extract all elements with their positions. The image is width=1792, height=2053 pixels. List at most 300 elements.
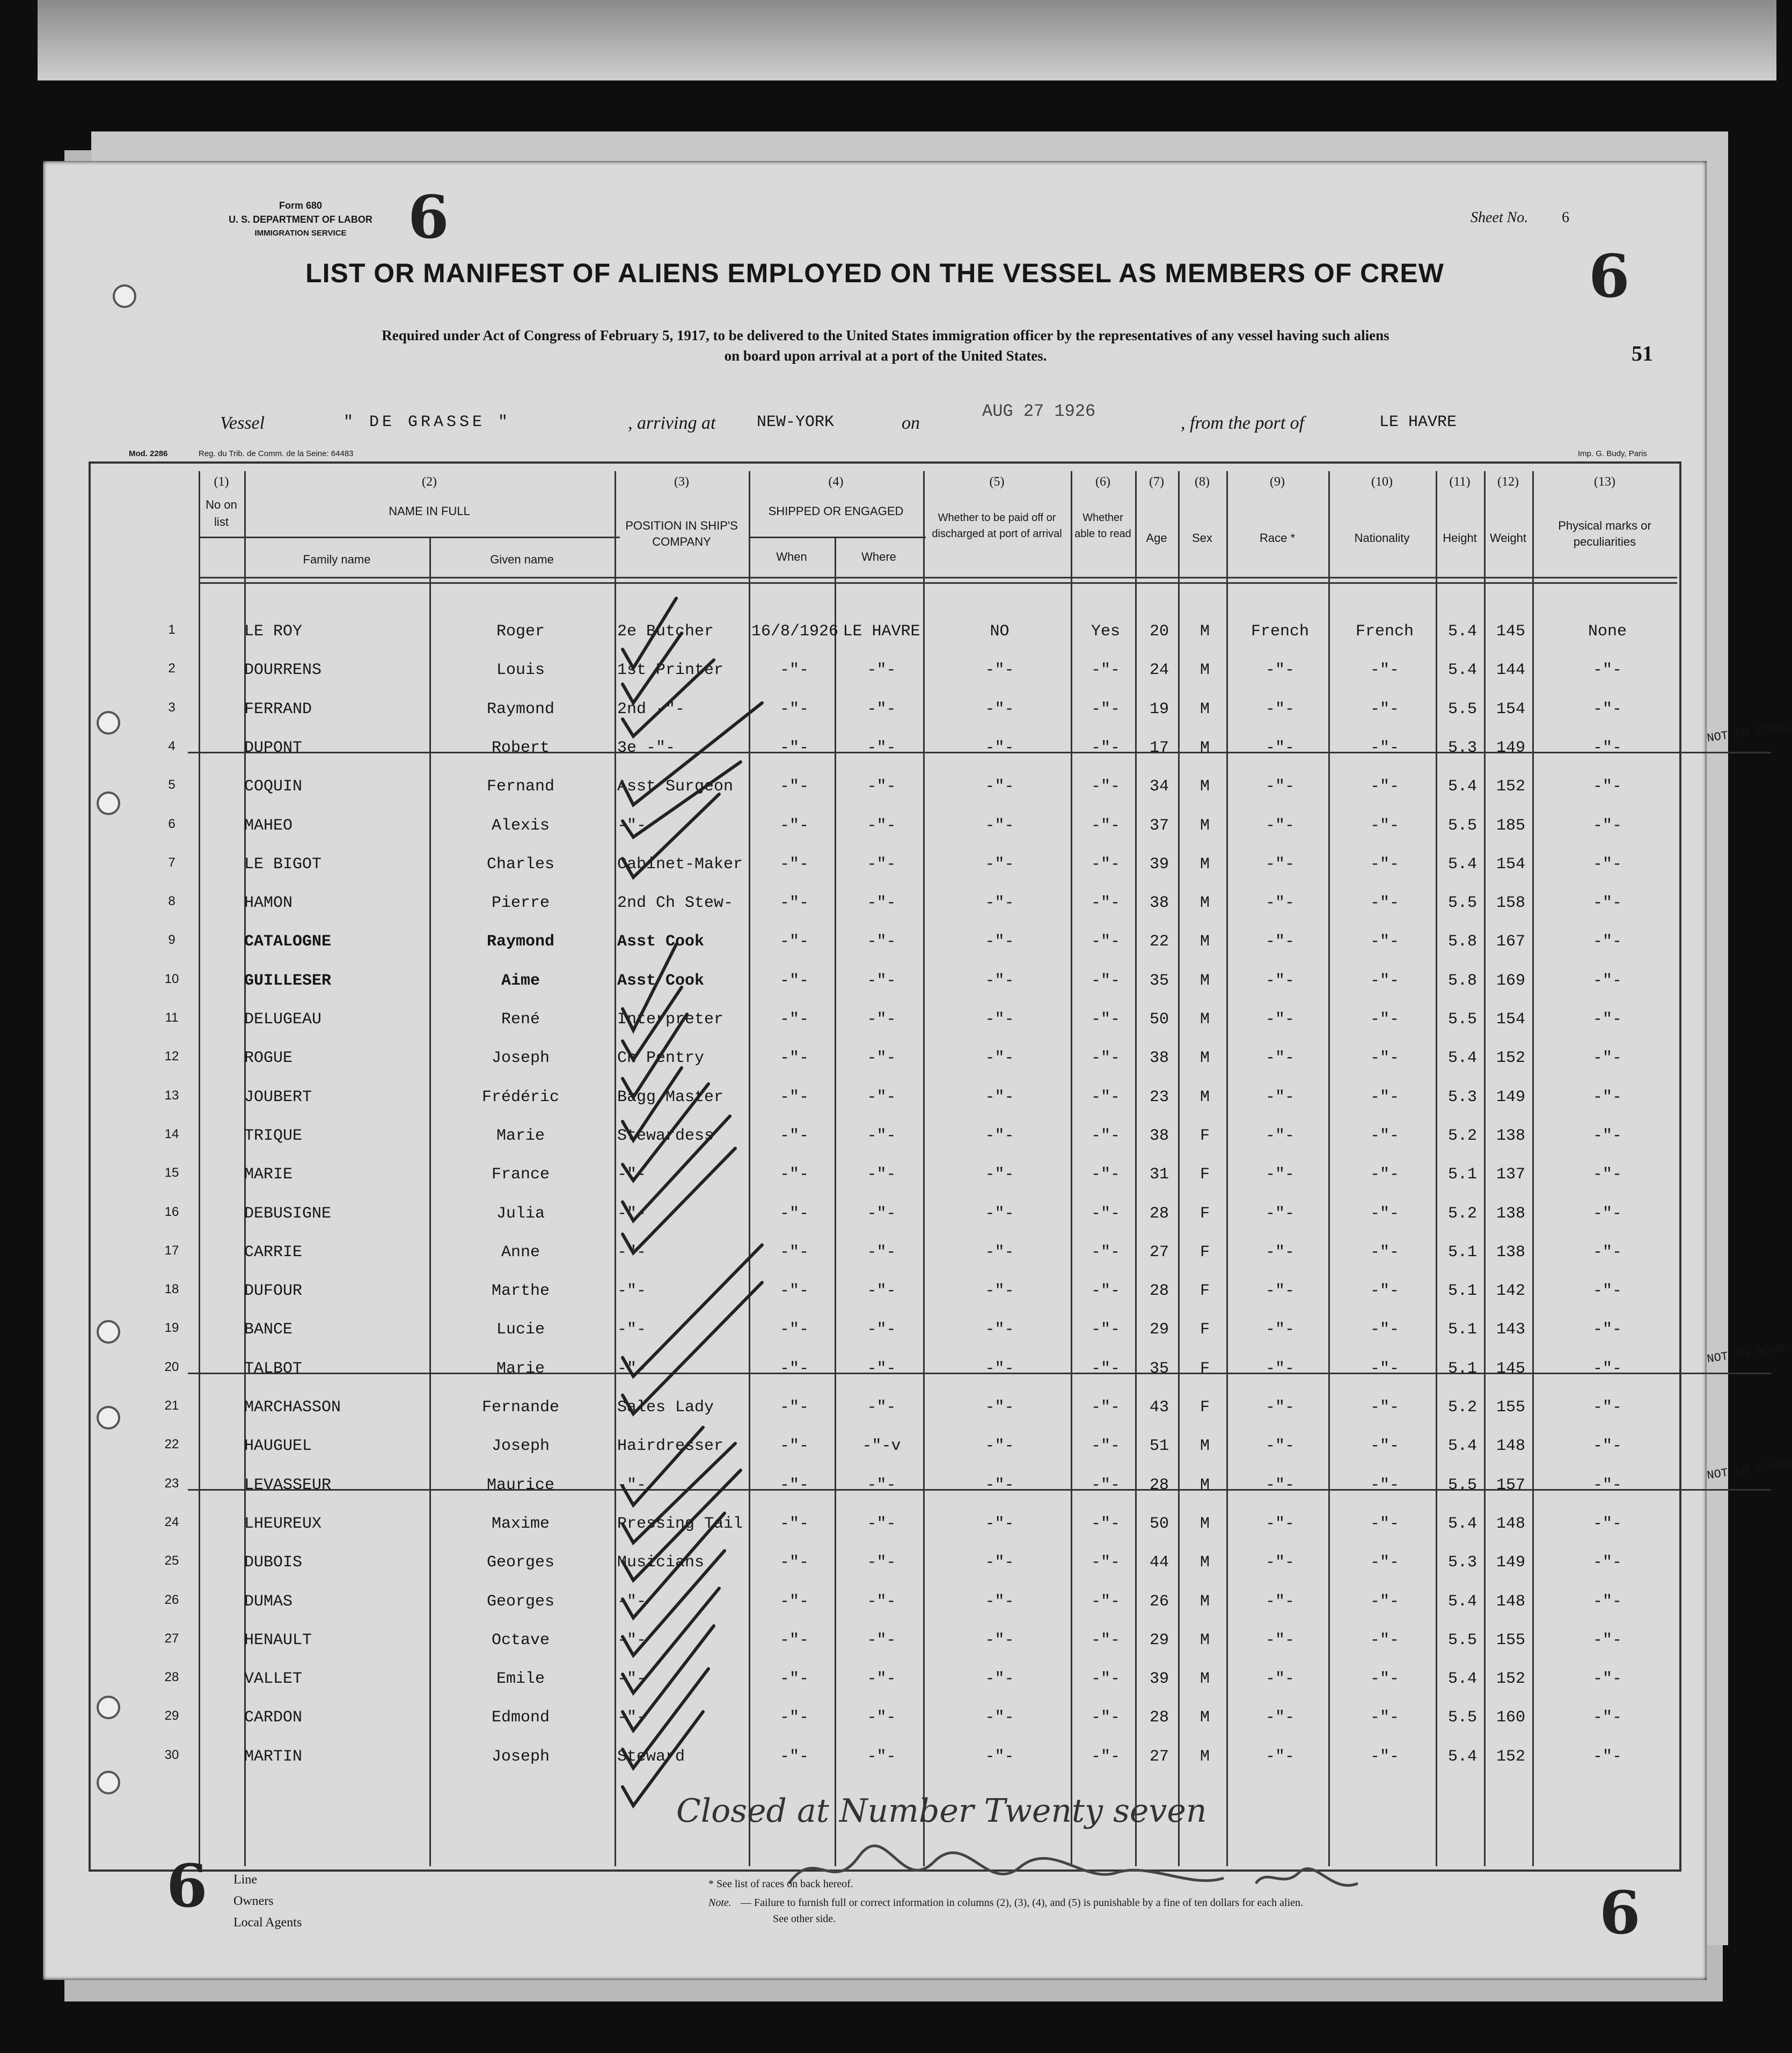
- tally-checkmarks: [601, 569, 826, 1857]
- cell-read: -"-: [1091, 1553, 1120, 1572]
- cell-where: -"-: [867, 1126, 896, 1145]
- cell-sex: M: [1199, 661, 1210, 680]
- cell-weight: 137: [1496, 1165, 1525, 1184]
- col8-number: (8): [1195, 475, 1210, 489]
- cell-pos: Bagg.Master: [617, 1088, 724, 1106]
- cell-pos: Asst Surgeon: [617, 778, 734, 796]
- cell-nat: -"-: [1370, 1553, 1399, 1572]
- cell-race: -"-: [1265, 971, 1294, 990]
- cell-race: -"-: [1265, 1204, 1294, 1223]
- cell-height: 5.3: [1447, 1088, 1477, 1106]
- cell-given: Pierre: [491, 894, 550, 913]
- cell-when: -"-: [779, 894, 809, 913]
- cell-given: Marthe: [491, 1282, 550, 1301]
- table-row: [129, 661, 1760, 700]
- sheet-label: Sheet No.: [1471, 209, 1528, 226]
- cell-where: -"-: [867, 1592, 896, 1611]
- cell-race: -"-: [1265, 1282, 1294, 1301]
- table-row: [129, 1282, 1760, 1321]
- cell-weight: 142: [1496, 1282, 1525, 1301]
- cell-pos: -"-: [617, 1709, 647, 1727]
- cell-family: DUPONT: [244, 738, 303, 757]
- cell-sex: M: [1199, 738, 1210, 757]
- footer-owners: Owners: [233, 1894, 274, 1908]
- table-row: [129, 1631, 1760, 1670]
- cell-n: 17: [164, 1243, 179, 1258]
- cell-family: CATALOGNE: [244, 933, 332, 951]
- cell-family: GUILLESER: [244, 971, 332, 990]
- cell-pos: Stewardess: [617, 1126, 714, 1145]
- cell-weight: 145: [1496, 1359, 1525, 1378]
- cell-sex: M: [1199, 1553, 1210, 1572]
- cell-nat: -"-: [1370, 1476, 1399, 1494]
- cell-where: -"-: [867, 1359, 896, 1378]
- cell-read: -"-: [1091, 1670, 1120, 1689]
- cell-weight: 160: [1496, 1709, 1525, 1727]
- cell-paid: -"-: [985, 1398, 1014, 1417]
- cell-when: -"-: [779, 816, 809, 835]
- cell-nat: -"-: [1370, 1049, 1399, 1068]
- cell-race: -"-: [1265, 1321, 1294, 1339]
- cell-family: TRIQUE: [244, 1126, 303, 1145]
- cell-marks: -"-: [1592, 1747, 1622, 1766]
- cell-sex: F: [1199, 1282, 1210, 1301]
- cell-nat: -"-: [1370, 661, 1399, 680]
- cell-marks: -"-: [1592, 1670, 1622, 1689]
- cell-race: -"-: [1265, 1747, 1294, 1766]
- mod-number: Mod. 2286: [129, 449, 168, 458]
- cell-pos: -"-: [617, 1204, 647, 1223]
- col8-header: Sex: [1192, 531, 1212, 545]
- cell-marks: -"-: [1592, 816, 1622, 835]
- cell-where: -"-: [867, 738, 896, 757]
- cell-where: -"-: [867, 1514, 896, 1533]
- cell-race: -"-: [1265, 1670, 1294, 1689]
- cell-marks: -"-: [1592, 738, 1622, 757]
- cell-sex: M: [1199, 933, 1210, 951]
- cell-read: -"-: [1091, 1709, 1120, 1727]
- cell-age: 43: [1149, 1398, 1169, 1417]
- cell-age: 28: [1149, 1476, 1169, 1494]
- cell-family: FERRAND: [244, 700, 312, 718]
- page-number: 51: [1632, 341, 1653, 365]
- table-row: [129, 933, 1760, 971]
- cell-nat: -"-: [1370, 1709, 1399, 1727]
- cell-paid: -"-: [985, 1204, 1014, 1223]
- cell-nat: -"-: [1370, 1321, 1399, 1339]
- cell-weight: 152: [1496, 1049, 1525, 1068]
- cell-n: 22: [164, 1437, 179, 1452]
- cell-given: René: [501, 1010, 540, 1029]
- cell-paid: -"-: [985, 1088, 1014, 1106]
- footer-agents: Local Agents: [233, 1916, 302, 1930]
- strike-line: [188, 752, 1771, 753]
- subheader-rule: [199, 537, 620, 538]
- cell-weight: 149: [1496, 738, 1525, 757]
- cell-given: Raymond: [486, 700, 555, 718]
- cell-pos: -"-: [617, 1631, 647, 1649]
- cell-family: MAHEO: [244, 816, 293, 835]
- cell-paid: -"-: [985, 1437, 1014, 1456]
- col1-header: No on list: [206, 498, 237, 529]
- cell-n: 3: [168, 700, 175, 715]
- cell-sex: F: [1199, 1126, 1210, 1145]
- cell-paid: -"-: [985, 1010, 1014, 1029]
- cell-weight: 152: [1496, 778, 1525, 796]
- cell-age: 28: [1149, 1282, 1169, 1301]
- cell-family: JOUBERT: [244, 1088, 312, 1106]
- cell-weight: 154: [1496, 855, 1525, 874]
- cell-marks: -"-: [1592, 933, 1622, 951]
- cell-marks: -"-: [1592, 778, 1622, 796]
- strike-line: [188, 1489, 1771, 1491]
- cell-race: -"-: [1265, 1437, 1294, 1456]
- cell-given: Aime: [501, 971, 540, 990]
- cell-family: ROGUE: [244, 1049, 293, 1068]
- cell-race: -"-: [1265, 1553, 1294, 1572]
- cell-n: 25: [164, 1553, 179, 1568]
- cell-given: Raymond: [486, 933, 555, 951]
- cell-age: 39: [1149, 1670, 1169, 1689]
- cell-pos: -"-: [617, 816, 647, 835]
- punch-hole: [113, 284, 136, 308]
- cell-weight: 154: [1496, 700, 1525, 718]
- cell-weight: 149: [1496, 1088, 1525, 1106]
- cell-race: -"-: [1265, 1476, 1294, 1494]
- cell-marks: -"-: [1592, 1476, 1622, 1494]
- sheet-number: 6: [1562, 209, 1569, 226]
- document-title: LIST OR MANIFEST OF ALIENS EMPLOYED ON THE VESSEL AS MEMBERS OF CREW: [305, 258, 1444, 288]
- cell-height: 5.3: [1447, 1553, 1477, 1572]
- cell-nat: -"-: [1370, 1437, 1399, 1456]
- cell-given: Edmond: [491, 1709, 550, 1727]
- table-row: [129, 1670, 1760, 1709]
- cell-paid: -"-: [985, 1747, 1014, 1766]
- header-rule: [199, 577, 1677, 578]
- cell-family: HENAULT: [244, 1631, 312, 1649]
- table-row: [129, 1457, 1792, 1515]
- arriving-label: , arriving at: [628, 413, 716, 433]
- cell-when: -"-: [779, 1398, 809, 1417]
- cell-where: -"-: [867, 1553, 896, 1572]
- stamp-number-bottom-left: 6: [166, 1851, 208, 1920]
- cell-given: Joseph: [491, 1437, 550, 1456]
- cell-given: Charles: [486, 855, 555, 874]
- cell-when: -"-: [779, 738, 809, 757]
- table-row: [129, 1437, 1760, 1476]
- cell-n: 1: [168, 622, 175, 637]
- cell-race: -"-: [1265, 700, 1294, 718]
- cell-nat: -"-: [1370, 738, 1399, 757]
- checkmark: [623, 703, 762, 805]
- cell-height: 5.5: [1447, 1476, 1477, 1494]
- checkmark: [623, 633, 682, 703]
- see-other-side: See other side.: [773, 1913, 836, 1925]
- cell-when: -"-: [779, 1126, 809, 1145]
- cell-given: Joseph: [491, 1049, 550, 1068]
- cell-given: Marie: [496, 1126, 545, 1145]
- cell-n: 15: [164, 1165, 179, 1181]
- cell-paid: -"-: [985, 1282, 1014, 1301]
- cell-read: -"-: [1091, 700, 1120, 718]
- cell-when: -"-: [779, 1592, 809, 1611]
- cell-family: CARRIE: [244, 1243, 303, 1262]
- cell-weight: 145: [1496, 622, 1525, 641]
- cell-nat: -"-: [1370, 1243, 1399, 1262]
- cell-nat: -"-: [1370, 894, 1399, 913]
- cell-paid: -"-: [985, 1592, 1014, 1611]
- department: U. S. DEPARTMENT OF LABOR: [229, 214, 372, 225]
- cell-family: MARIE: [244, 1165, 293, 1184]
- subheader-rule: [749, 537, 926, 538]
- cell-sex: M: [1199, 1631, 1210, 1649]
- cell-pos: -"-: [617, 1476, 647, 1494]
- cell-sex: M: [1199, 1476, 1210, 1494]
- cell-marks: -"-: [1592, 1282, 1622, 1301]
- arrival-date-stamp: AUG 27 1926: [982, 401, 1096, 421]
- cell-sex: M: [1199, 1747, 1210, 1766]
- cell-race: -"-: [1265, 1359, 1294, 1378]
- cell-age: 27: [1149, 1747, 1169, 1766]
- cell-paid: -"-: [985, 661, 1014, 680]
- cell-when: -"-: [779, 1282, 809, 1301]
- cell-age: 17: [1149, 738, 1169, 757]
- cell-read: -"-: [1091, 1049, 1120, 1068]
- cell-n: 7: [168, 855, 175, 870]
- cell-when: 16/8/1926: [751, 622, 839, 641]
- checkmark: [623, 944, 676, 1030]
- header-rule: [199, 582, 1677, 584]
- manifest-page: [43, 161, 1792, 1980]
- cell-sex: F: [1199, 1398, 1210, 1417]
- cell-height: 5.5: [1447, 1709, 1477, 1727]
- cell-height: 5.4: [1447, 1592, 1477, 1611]
- cell-sex: M: [1199, 1670, 1210, 1689]
- cell-race: -"-: [1265, 1514, 1294, 1533]
- cell-n: 4: [168, 738, 175, 753]
- cell-pos: Ch Pentry: [617, 1049, 705, 1068]
- cell-pos: -"-: [617, 1321, 647, 1339]
- cell-age: 44: [1149, 1553, 1169, 1572]
- col4b-header: Where: [861, 550, 896, 563]
- cell-height: 5.1: [1447, 1321, 1477, 1339]
- cell-pos: Musicians: [617, 1553, 705, 1572]
- cell-read: -"-: [1091, 933, 1120, 951]
- col4a-header: When: [776, 550, 807, 563]
- cell-pos: Asst Cook: [617, 933, 705, 951]
- departure-port: LE HAVRE: [1379, 413, 1457, 431]
- cell-given: Georges: [486, 1553, 555, 1572]
- cell-weight: 138: [1496, 1204, 1525, 1223]
- from-label: , from the port of: [1181, 413, 1305, 433]
- cell-race: -"-: [1265, 661, 1294, 680]
- cell-marks: -"-: [1592, 855, 1622, 874]
- cell-pos: Hairdresser: [617, 1437, 724, 1456]
- cell-marks: -"-: [1592, 1243, 1622, 1262]
- cell-when: -"-: [779, 1631, 809, 1649]
- not-on-board-stamp: NOT ON BOARD: [1706, 1457, 1792, 1483]
- cell-given: Octave: [491, 1631, 550, 1649]
- cell-pos: Interpreter: [617, 1010, 724, 1029]
- col6-number: (6): [1095, 475, 1110, 489]
- cell-age: 35: [1149, 1359, 1169, 1378]
- cell-nat: -"-: [1370, 933, 1399, 951]
- cell-height: 5.1: [1447, 1165, 1477, 1184]
- cell-paid: -"-: [985, 894, 1014, 913]
- col11-number: (11): [1449, 475, 1471, 489]
- col7-header: Age: [1146, 531, 1167, 545]
- cell-marks: None: [1588, 622, 1627, 641]
- cell-height: 5.8: [1447, 933, 1477, 951]
- cell-read: -"-: [1091, 1476, 1120, 1494]
- cell-n: 18: [164, 1282, 179, 1297]
- table-row: [129, 1340, 1792, 1398]
- table-row: [129, 720, 1792, 778]
- cell-when: -"-: [779, 700, 809, 718]
- cell-weight: 143: [1496, 1321, 1525, 1339]
- cell-family: DELUGEAU: [244, 1010, 322, 1029]
- cell-given: Fernande: [481, 1398, 560, 1417]
- cell-family: DOURRENS: [244, 661, 322, 680]
- cell-race: -"-: [1265, 1592, 1294, 1611]
- cell-weight: 185: [1496, 816, 1525, 835]
- cell-read: -"-: [1091, 778, 1120, 796]
- stamp-number-top: 6: [408, 182, 449, 252]
- note-text: — Failure to furnish full or correct information in columns (2), (3), (4), and (5) is punishable by a fine of ten dollars for each alien.: [741, 1897, 1304, 1909]
- cell-height: 5.2: [1447, 1398, 1477, 1417]
- col2a-header: Family name: [303, 553, 371, 566]
- cell-paid: -"-: [985, 1709, 1014, 1727]
- cell-where: -"-: [867, 816, 896, 835]
- cell-when: -"-: [779, 1243, 809, 1262]
- cell-age: 38: [1149, 894, 1169, 913]
- col4-header: SHIPPED OR ENGAGED: [768, 504, 904, 518]
- checkmark: [623, 1282, 762, 1414]
- subtitle-line2: on board upon arrival at a port of the United States.: [724, 348, 1047, 364]
- cell-n: 13: [164, 1088, 179, 1103]
- cell-given: France: [491, 1165, 550, 1184]
- cell-n: 11: [165, 1010, 179, 1025]
- cell-paid: -"-: [985, 1514, 1014, 1533]
- cell-marks: -"-: [1592, 1631, 1622, 1649]
- table-row: [129, 1205, 1760, 1243]
- col4-number: (4): [828, 475, 844, 489]
- checkmark: [623, 1669, 708, 1768]
- cell-weight: 148: [1496, 1514, 1525, 1533]
- cell-marks: -"-: [1592, 1088, 1622, 1106]
- table-row: [129, 700, 1760, 739]
- cell-nat: -"-: [1370, 1747, 1399, 1766]
- cell-height: 5.3: [1447, 738, 1477, 757]
- cell-family: DUBOIS: [244, 1553, 303, 1572]
- table-row: [129, 817, 1760, 855]
- cell-sex: M: [1199, 855, 1210, 874]
- stamp-number-bottom-right: 6: [1599, 1878, 1641, 1947]
- cell-weight: 148: [1496, 1437, 1525, 1456]
- cell-sex: F: [1199, 1359, 1210, 1378]
- footer-line: Line: [233, 1873, 257, 1887]
- cell-pos: Cabinet-Maker: [617, 855, 743, 874]
- cell-n: 9: [168, 933, 175, 948]
- cell-when: -"-: [779, 1437, 809, 1456]
- cell-read: -"-: [1091, 1359, 1120, 1378]
- cell-n: 20: [164, 1359, 179, 1374]
- cell-height: 5.4: [1447, 1747, 1477, 1766]
- cell-marks: -"-: [1592, 971, 1622, 990]
- cell-when: -"-: [779, 1049, 809, 1068]
- cell-age: 31: [1149, 1165, 1169, 1184]
- cell-when: -"-: [779, 1088, 809, 1106]
- cell-when: -"-: [779, 1010, 809, 1029]
- cell-nat: -"-: [1370, 1010, 1399, 1029]
- cell-given: Julia: [496, 1204, 545, 1223]
- cell-height: 5.5: [1447, 1010, 1477, 1029]
- cell-n: 2: [168, 661, 175, 676]
- cell-pos: 3e -"-: [617, 738, 676, 757]
- cell-height: 5.4: [1447, 1437, 1477, 1456]
- cell-pos: -"-: [617, 1592, 647, 1611]
- col2b-header: Given name: [490, 553, 554, 566]
- cell-nat: -"-: [1370, 816, 1399, 835]
- table-row: [129, 894, 1760, 933]
- cell-n: 5: [168, 778, 175, 793]
- cell-read: -"-: [1091, 1437, 1120, 1456]
- vessel-label: Vessel: [220, 413, 265, 433]
- cell-read: -"-: [1091, 661, 1120, 680]
- vessel-name: " DE GRASSE ": [343, 413, 511, 431]
- cell-read: -"-: [1091, 1398, 1120, 1417]
- form-number: Form 680: [279, 200, 323, 211]
- table-row: [129, 1010, 1760, 1049]
- cell-age: 28: [1149, 1204, 1169, 1223]
- cell-where: -"-: [867, 1010, 896, 1029]
- cell-nat: -"-: [1370, 1670, 1399, 1689]
- cell-nat: -"-: [1370, 855, 1399, 874]
- col6-header: Whether able to read: [1074, 512, 1131, 540]
- cell-given: Alexis: [491, 816, 550, 835]
- cell-when: -"-: [779, 1359, 809, 1378]
- cell-family: COQUIN: [244, 778, 303, 796]
- cell-age: 38: [1149, 1126, 1169, 1145]
- cell-height: 5.4: [1447, 661, 1477, 680]
- cell-race: -"-: [1265, 894, 1294, 913]
- cell-read: -"-: [1091, 816, 1120, 835]
- cell-paid: -"-: [985, 1476, 1014, 1494]
- checkmark: [623, 1588, 719, 1693]
- checkmark: [623, 1148, 735, 1253]
- cell-height: 5.1: [1447, 1359, 1477, 1378]
- table-row: [129, 778, 1760, 816]
- table-row: [129, 1165, 1760, 1204]
- cell-weight: 157: [1496, 1476, 1525, 1494]
- cell-pos: 2nd Ch Stew-: [617, 894, 734, 913]
- cell-when: -"-: [779, 855, 809, 874]
- cell-where: LE HAVRE: [843, 622, 920, 641]
- cell-family: LHEUREUX: [244, 1514, 322, 1533]
- cell-pos: -"-: [617, 1359, 647, 1378]
- cell-pos: 1st Printer: [617, 661, 724, 680]
- cell-read: -"-: [1091, 894, 1120, 913]
- form-header: [204, 199, 397, 240]
- cell-race: -"-: [1265, 1243, 1294, 1262]
- cell-marks: -"-: [1592, 1010, 1622, 1029]
- cell-marks: -"-: [1592, 894, 1622, 913]
- cell-family: HAUGUEL: [244, 1437, 312, 1456]
- cell-paid: -"-: [985, 700, 1014, 718]
- cell-n: 24: [164, 1514, 179, 1529]
- cell-family: DUMAS: [244, 1592, 293, 1611]
- cell-age: 20: [1149, 622, 1169, 641]
